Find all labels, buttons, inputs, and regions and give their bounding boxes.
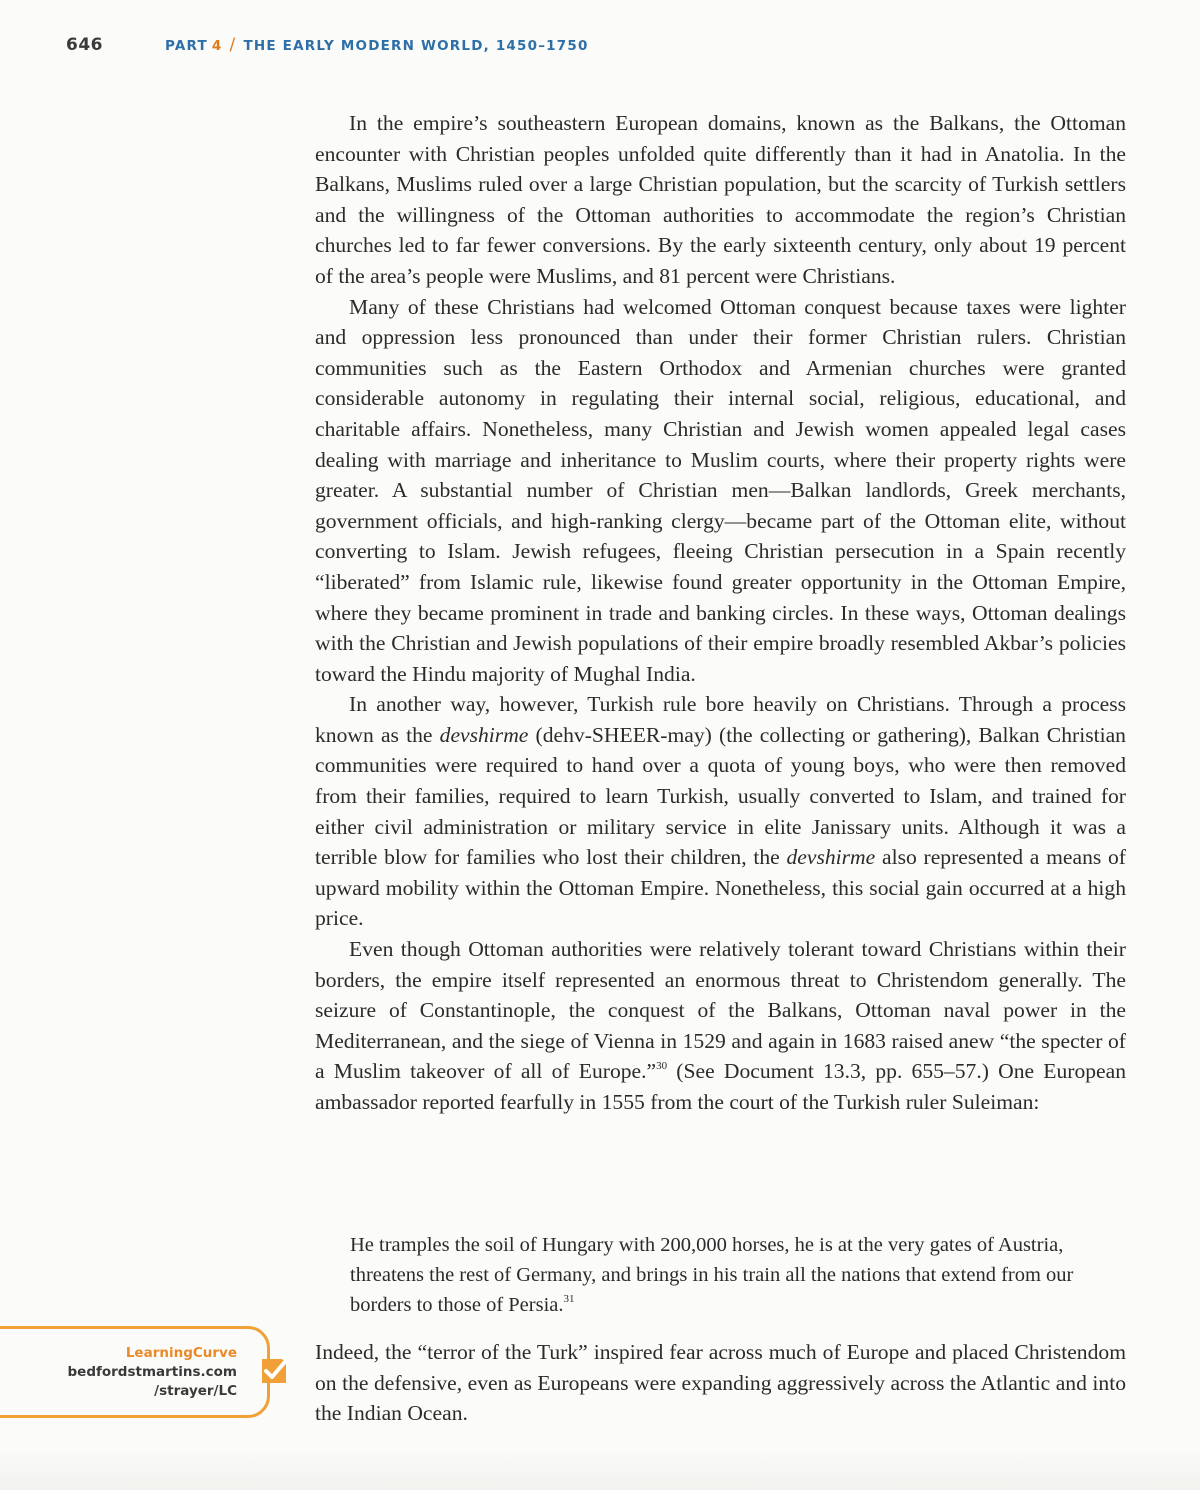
part-number: 4 <box>211 38 223 54</box>
page-number: 646 <box>66 35 103 55</box>
closing-text <box>315 1337 1126 1429</box>
term-devshirme: devshirme <box>439 722 529 747</box>
footnote-31[interactable]: 31 <box>563 1293 575 1305</box>
paragraph-3-text-c: also represented a means of upward mobility within the Ottoman Empire. Nonetheless, this social gain occurred at a high price. <box>315 845 1127 931</box>
paragraph-1: In the empire’s southeastern European domains, known as the Balkans, the Ottoman encounter with Christian peoples unfolded quite differently than it had in Anatolia. In the Balkans, Muslims ruled over a large Christian population, but the scarcity of Turkish settlers and the willingness of the Ottoman authorities to accommodate the region’s Christian churches led to far fewer conversions. By the early sixteenth century, only about 19 percent of the area’s people were Muslims, and 81 percent were Christians. <box>315 111 1126 288</box>
paragraph-3-text-b: (dehv-SHEER-may) (the collecting or gathering), Balkan Christian communities were required to hand over a quota of young boys, who were then removed from their families, required to learn Turkish, usually converted to Islam, and trained for either civil administration or military service in elite Janissary units. Although it was a terrible blow for families who lost their children, the <box>315 722 1126 870</box>
header-separator: / <box>229 35 237 55</box>
paragraph-4-text-a: Even though Ottoman authorities were relatively tolerant toward Christians within their borders, the empire itself represented an enormous threat to Christendom generally. The seizure of Constantinople, the conquest of the Balkans, Ottoman naval power in the Mediterranean, and the siege of Vienna in 1529 and again in 1683 raised anew “the specter of a Muslim takeover of all of Europe.” <box>315 937 1126 1084</box>
paragraph-4 <box>315 934 1126 1118</box>
term-devshirme-2: devshirme <box>786 845 876 870</box>
paragraph-3-text-a: In another way, however, Turkish rule bore heavily on Christians. Through a process known as the <box>315 692 1126 747</box>
main-text <box>315 108 1126 1118</box>
learningcurve-url[interactable]: bedfordstmartins.com <box>67 1364 237 1380</box>
check-icon <box>258 1355 290 1387</box>
block-quote <box>350 1230 1095 1320</box>
running-header <box>66 30 589 60</box>
page-edge-shadow <box>0 1448 1200 1490</box>
closing-paragraph: Indeed, the “terror of the Turk” inspired fear across much of Europe and placed Christendom on the defensive, even as Europeans were expanding aggressively across the Atlantic and into the Indian Ocean. <box>315 1340 1126 1426</box>
learningcurve-brand: LearningCurve <box>125 1345 237 1361</box>
learningcurve-text <box>68 1344 237 1401</box>
learningcurve-callout[interactable] <box>0 1326 270 1418</box>
paragraph-2: Many of these Christians had welcomed Ottoman conquest because taxes were lighter and oppression less pronounced than under their former Christian rulers. Christian communities such as the Eastern Orthodox and Armenian churches were granted considerable autonomy in regulating their internal social, religious, educational, and charitable affairs. Nonetheless, many Christian and Jewish women appealed legal cases dealing with marriage and inheritance to Muslim courts, where their property rights were greater. A substantial number of Christian men—Balkan landlords, Greek merchants, government officials, and high-ranking clergy—became part of the Ottoman elite, without converting to Islam. Jewish refugees, fleeing Christian persecution in a Spain recently “liberated” from Islamic rule, likewise found greater opportunity in the Ottoman Empire, where they became prominent in trade and banking circles. In these ways, Ottoman dealings with the Christian and Jewish populations of their empire broadly resembled Akbar’s policies toward the Hindu majority of Mughal India. <box>315 294 1126 686</box>
quote-text: He tramples the soil of Hungary with 200,000 horses, he is at the very gates of Austria, threatens the rest of Germany, and brings in his train all the nations that extend from our borders to those of Persia. <box>350 1234 1074 1316</box>
learningcurve-path[interactable]: /strayer/LC <box>154 1383 237 1399</box>
part-word: PART <box>165 38 208 54</box>
paragraph-4-text-b: (See Document 13.3, pp. 655–57.) One European ambassador reported fearfully in 1555 from the court of the Turkish ruler Suleiman: <box>315 1059 1126 1114</box>
footnote-30[interactable]: 30 <box>656 1060 668 1073</box>
part-title: THE EARLY MODERN WORLD, 1450–1750 <box>243 38 589 54</box>
part-label <box>165 35 589 55</box>
paragraph-3 <box>315 689 1126 934</box>
